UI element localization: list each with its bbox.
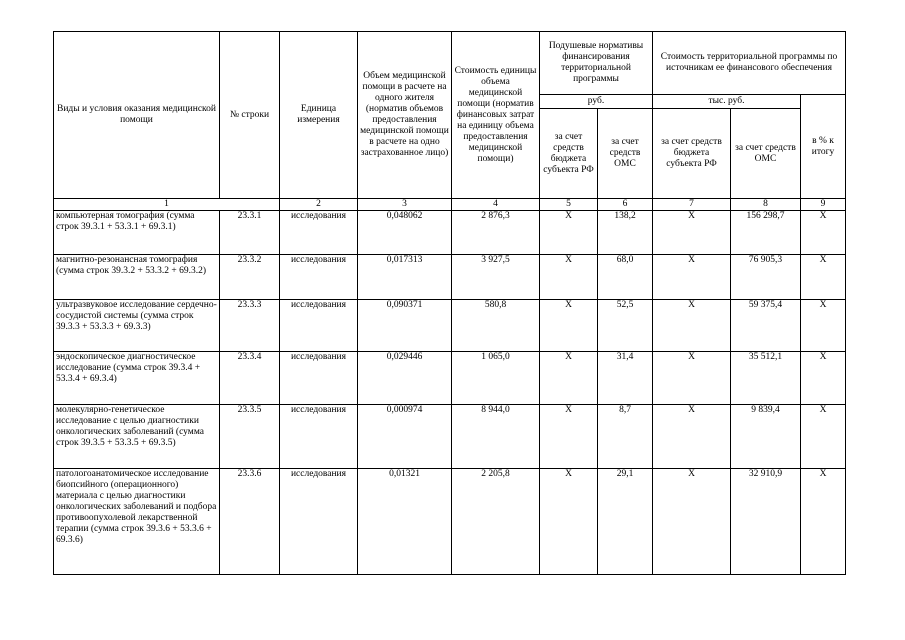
row-budget-rub: Х (540, 405, 598, 469)
row-name: ультразвуковое исследование сердечно-сосудистой системы (сумма строк 39.3.3 + 53.3.3 + 69.3.3) (54, 300, 220, 352)
row-unit: исследования (280, 255, 358, 300)
table-row (54, 211, 846, 255)
row-percent: Х (801, 352, 846, 405)
header-unit: Единица измерения (280, 32, 358, 199)
row-budget-thousand: Х (653, 300, 731, 352)
row-budget-thousand: Х (653, 211, 731, 255)
row-code: 23.3.5 (220, 405, 280, 469)
table-row (54, 255, 846, 300)
column-number: 6 (598, 199, 653, 211)
row-budget-thousand: Х (653, 255, 731, 300)
row-budget-thousand: Х (653, 405, 731, 469)
column-number: 5 (540, 199, 598, 211)
header-oms-rub: за счет средств ОМС (598, 109, 653, 199)
row-oms-thousand: 9 839,4 (731, 405, 801, 469)
table-row (54, 352, 846, 405)
header-kind: Виды и условия оказания медицинской помощи (54, 32, 220, 199)
row-unit: исследования (280, 352, 358, 405)
row-budget-rub: Х (540, 300, 598, 352)
row-budget-rub: Х (540, 211, 598, 255)
row-oms-thousand: 156 298,7 (731, 211, 801, 255)
row-oms-thousand: 59 375,4 (731, 300, 801, 352)
header-unit-rub: руб. (540, 95, 653, 109)
column-number: 8 (731, 199, 801, 211)
header-volume: Объем медицинской помощи в расчете на одного жителя (норматив объемов предоставления медицинской помощи в расчете на одно застрахованное лицо) (358, 32, 452, 199)
header-row-number: № строки (220, 32, 280, 199)
row-budget-rub: Х (540, 352, 598, 405)
row-budget-thousand: Х (653, 352, 731, 405)
row-oms-rub: 138,2 (598, 211, 653, 255)
row-code: 23.3.2 (220, 255, 280, 300)
financing-table (53, 31, 846, 575)
row-budget-rub: Х (540, 469, 598, 575)
row-code: 23.3.4 (220, 352, 280, 405)
row-volume: 0,017313 (358, 255, 452, 300)
row-volume: 0,029446 (358, 352, 452, 405)
row-unit: исследования (280, 405, 358, 469)
row-code: 23.3.3 (220, 300, 280, 352)
column-number: 1 (54, 199, 280, 211)
row-cost: 1 065,0 (452, 352, 540, 405)
row-name: магнитно-резонансная томография (сумма строк 39.3.2 + 53.3.2 + 69.3.2) (54, 255, 220, 300)
header-oms-thousand: за счет средств ОМС (731, 109, 801, 199)
row-oms-thousand: 76 905,3 (731, 255, 801, 300)
row-percent: Х (801, 211, 846, 255)
header-unit-cost: Стоимость единицы объема медицинской помощи (норматив финансовых затрат на единицу объема предоставления медицинской помощи) (452, 32, 540, 199)
row-name: патологоанатомическое исследование биопсийного (операционного) материала с целью диагностики онкологических заболеваний и подбора противоопухолевой лекарственной терапии (сумма строк 39.3.6 + 53.3.6 + 69.3.6) (54, 469, 220, 575)
header-percent: в % к итогу (801, 95, 846, 199)
row-oms-rub: 29,1 (598, 469, 653, 575)
row-cost: 580,8 (452, 300, 540, 352)
header-budget-thousand: за счет средств бюджета субъекта РФ (653, 109, 731, 199)
row-oms-rub: 31,4 (598, 352, 653, 405)
row-unit: исследования (280, 211, 358, 255)
column-number: 4 (452, 199, 540, 211)
row-percent: Х (801, 469, 846, 575)
row-oms-rub: 8,7 (598, 405, 653, 469)
row-unit: исследования (280, 469, 358, 575)
row-percent: Х (801, 255, 846, 300)
row-name: эндоскопическое диагностическое исследование (сумма строк 39.3.4 + 53.3.4 + 69.3.4) (54, 352, 220, 405)
row-cost: 8 944,0 (452, 405, 540, 469)
header-per-capita-group: Подушевые нормативы финансирования территориальной программы (540, 32, 653, 95)
header-budget-rub: за счет средств бюджета субъекта РФ (540, 109, 598, 199)
table-row (54, 405, 846, 469)
row-percent: Х (801, 300, 846, 352)
row-code: 23.3.1 (220, 211, 280, 255)
column-numbers-row (54, 199, 846, 211)
row-unit: исследования (280, 300, 358, 352)
row-cost: 2 876,3 (452, 211, 540, 255)
row-oms-thousand: 35 512,1 (731, 352, 801, 405)
column-number: 3 (358, 199, 452, 211)
row-volume: 0,048062 (358, 211, 452, 255)
header-unit-thousand-rub: тыс. руб. (653, 95, 801, 109)
column-number: 7 (653, 199, 731, 211)
row-percent: Х (801, 405, 846, 469)
row-name: компьютерная томография (сумма строк 39.3.1 + 53.3.1 + 69.3.1) (54, 211, 220, 255)
table-row (54, 469, 846, 575)
row-oms-thousand: 32 910,9 (731, 469, 801, 575)
header-territorial-group: Стоимость территориальной программы по источникам ее финансового обеспечения (653, 32, 846, 95)
row-name: молекулярно-генетическое исследование с целью диагностики онкологических заболеваний (сумма строк 39.3.5 + 53.3.5 + 69.3.5) (54, 405, 220, 469)
column-number: 2 (280, 199, 358, 211)
row-code: 23.3.6 (220, 469, 280, 575)
row-volume: 0,090371 (358, 300, 452, 352)
row-budget-thousand: Х (653, 469, 731, 575)
row-oms-rub: 52,5 (598, 300, 653, 352)
row-oms-rub: 68,0 (598, 255, 653, 300)
row-budget-rub: Х (540, 255, 598, 300)
column-number: 9 (801, 199, 846, 211)
row-cost: 3 927,5 (452, 255, 540, 300)
row-volume: 0,01321 (358, 469, 452, 575)
table-row (54, 300, 846, 352)
row-cost: 2 205,8 (452, 469, 540, 575)
row-volume: 0,000974 (358, 405, 452, 469)
